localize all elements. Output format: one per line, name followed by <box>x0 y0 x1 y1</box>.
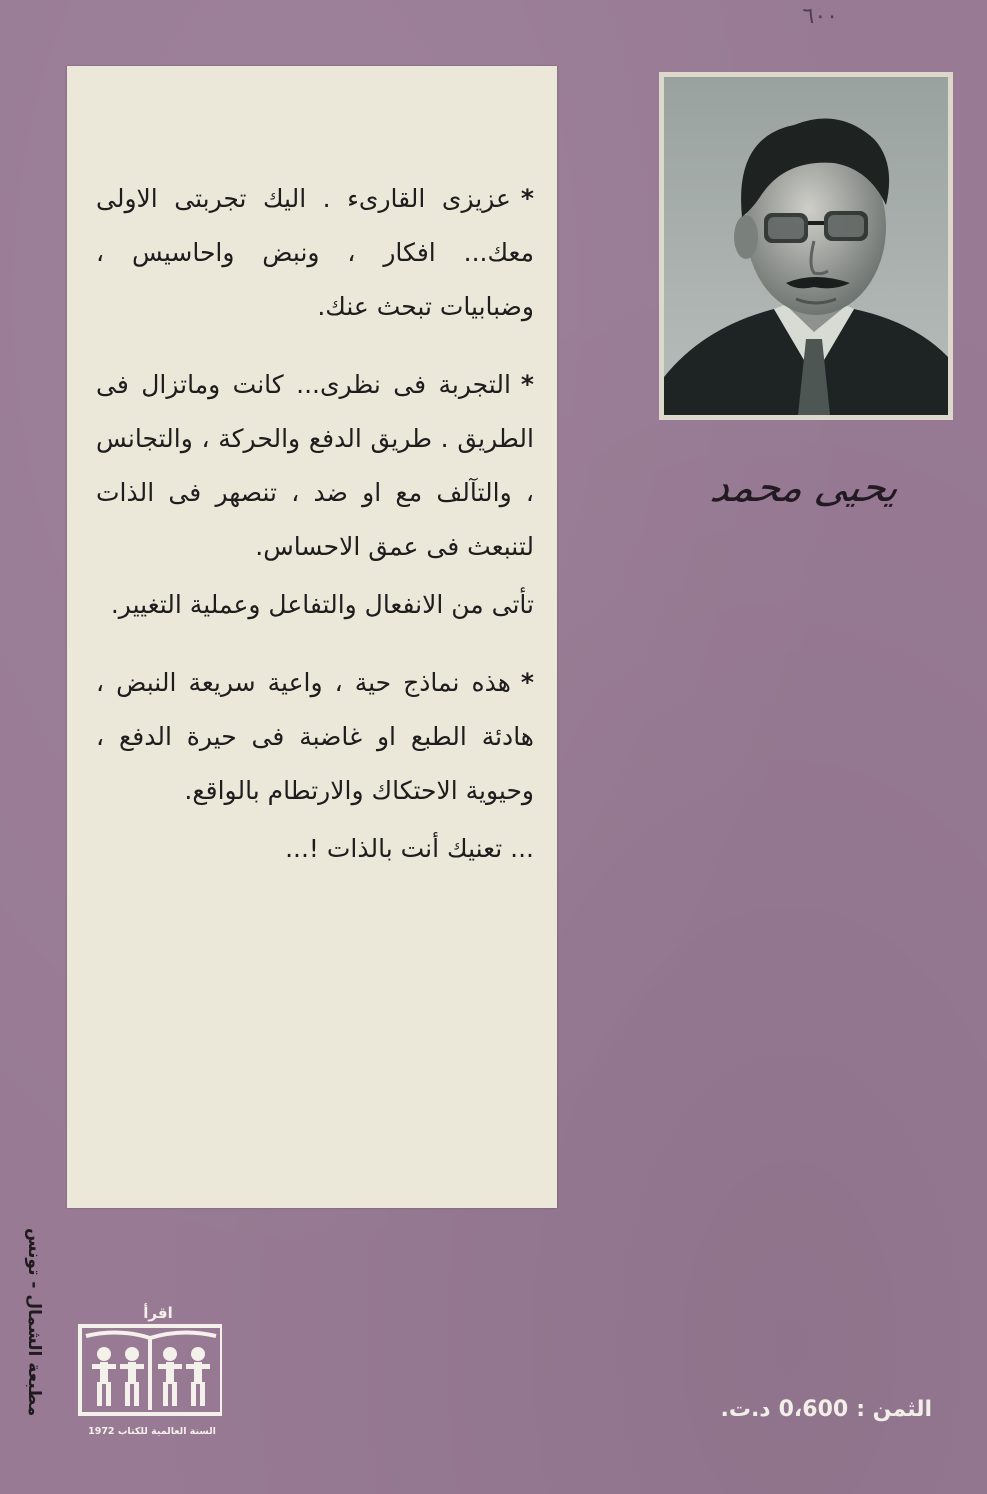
author-signature: يحيى محمد <box>706 465 904 511</box>
asterisk-icon: * <box>520 668 534 697</box>
paragraph-text: هذه نماذج حية ، واعية سريعة النبض ، هادئة الطبع او غاضبة فى حيرة الدفع ، وحيوية الاحتكاك والارتطام بالواقع. <box>96 668 534 805</box>
asterisk-icon: * <box>520 184 534 213</box>
paragraph-text: التجربة فى نظرى... كانت وماتزال فى الطريق . طريق الدفع والحركة ، والتجانس ، والتآلف مع او ضد ، تنصهر فى الذات لتنبعث فى عمق الاحساس. <box>96 370 534 561</box>
paragraph-2 <box>96 358 534 574</box>
international-book-year-logo <box>66 1302 222 1442</box>
paragraph-text: ... تعنيك أنت بالذات !... <box>285 834 534 863</box>
handwritten-note: ٦٠٠ <box>802 4 838 29</box>
reading-children-icon <box>66 1302 222 1442</box>
paragraph-text: عزيزى القارىء . اليك تجربتى الاولى معك... افكار ، ونبض واحاسيس ، وضبابيات تبحث عنك. <box>96 184 534 321</box>
logo-bottom-text: السنة العالمية للكتاب 1972 <box>88 1426 216 1437</box>
paragraph-5 <box>96 822 534 876</box>
paragraph-3 <box>96 578 534 632</box>
paragraph-1 <box>96 172 534 334</box>
price-currency: د.ت. <box>720 1397 771 1422</box>
price-caption: الثمن : <box>856 1397 932 1422</box>
printer-imprint: مطبعة الشمال - تونس <box>24 1228 44 1417</box>
price-label <box>652 1390 932 1430</box>
paragraph-4 <box>96 656 534 818</box>
blurb-text <box>96 172 534 900</box>
asterisk-icon: * <box>520 370 534 399</box>
author-photo-frame <box>659 72 953 420</box>
paragraph-text: تأتى من الانفعال والتفاعل وعملية التغيير. <box>110 590 534 619</box>
price-value: 0،600 <box>778 1397 849 1422</box>
logo-top-text: اقرأ <box>143 1304 173 1322</box>
author-photo <box>664 77 948 415</box>
